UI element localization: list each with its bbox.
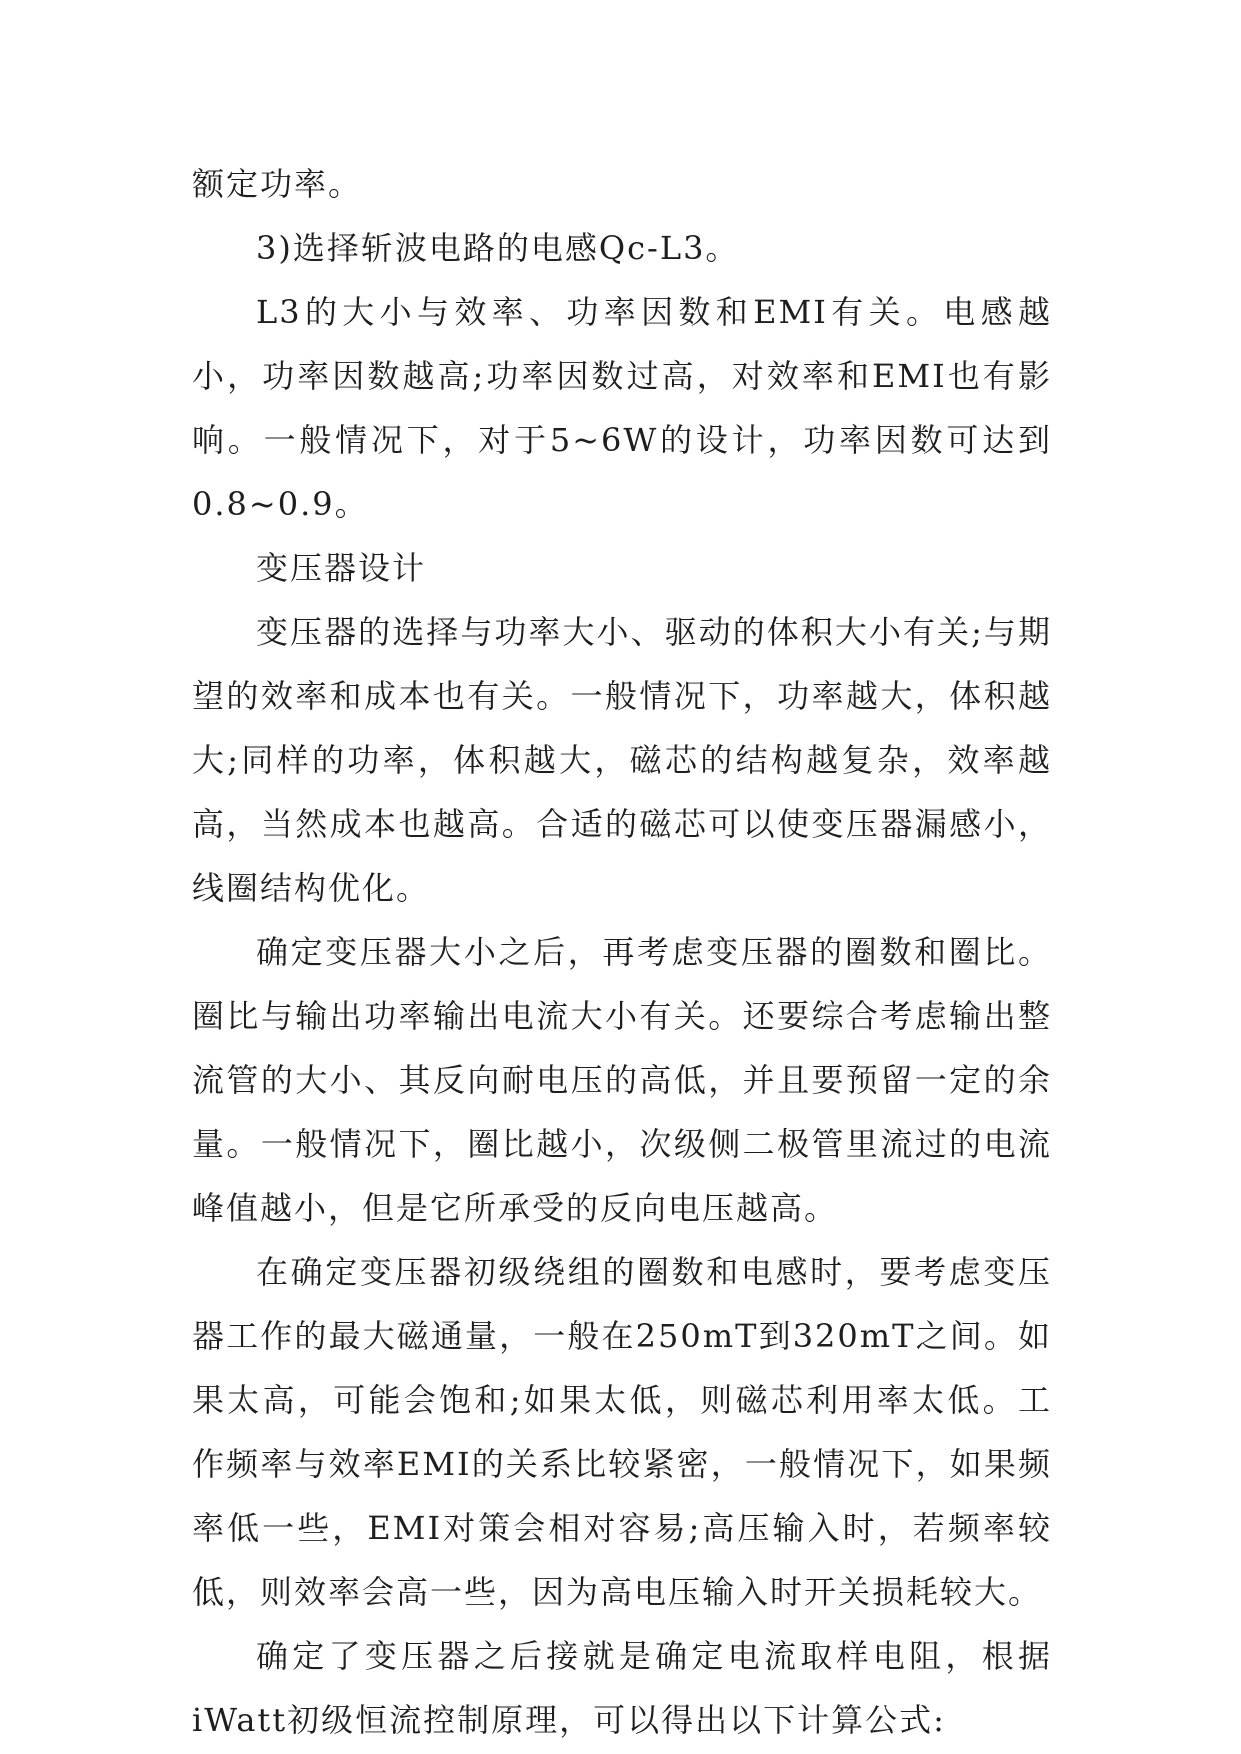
document-body <box>192 152 1052 1752</box>
paragraph-8: 确定了变压器之后接就是确定电流取样电阻，根据iWatt初级恒流控制原理，可以得出以下计算公式: <box>192 1637 1052 1739</box>
paragraph-6: 确定变压器大小之后，再考虑变压器的圈数和圈比。圈比与输出功率输出电流大小有关。还要综合考虑输出整流管的大小、其反向耐电压的高低，并且要预留一定的余量。一般情况下，圈比越小，次级侧二极管里流过的电流峰值越小，但是它所承受的反向电压越高。 <box>192 933 1052 1227</box>
paragraph-3: L3的大小与效率、功率因数和EMI有关。电感越小，功率因数越高;功率因数过高，对效率和EMI也有影响。一般情况下，对于5~6W的设计，功率因数可达到0.8~0.9。 <box>192 293 1052 523</box>
section-heading-transformer-design: 变压器设计 <box>256 549 427 587</box>
paragraph-5: 变压器的选择与功率大小、驱动的体积大小有关;与期望的效率和成本也有关。一般情况下，功率越大，体积越大;同样的功率，体积越大，磁芯的结构越复杂，效率越高，当然成本也越高。合适的磁芯可以使变压器漏感小，线圈结构优化。 <box>192 613 1052 907</box>
paragraph-2: 3)选择斩波电路的电感Qc-L3。 <box>256 229 740 267</box>
paragraph-1: 额定功率。 <box>192 165 363 203</box>
paragraph-7: 在确定变压器初级绕组的圈数和电感时，要考虑变压器工作的最大磁通量，一般在250mT到320mT之间。如果太高，可能会饱和;如果太低，则磁芯利用率太低。工作频率与效率EMI的关系比较紧密，一般情况下，如果频率低一些，EMI对策会相对容易;高压输入时，若频率较低，则效率会高一些，因为高电压输入时开关损耗较大。 <box>192 1253 1052 1611</box>
